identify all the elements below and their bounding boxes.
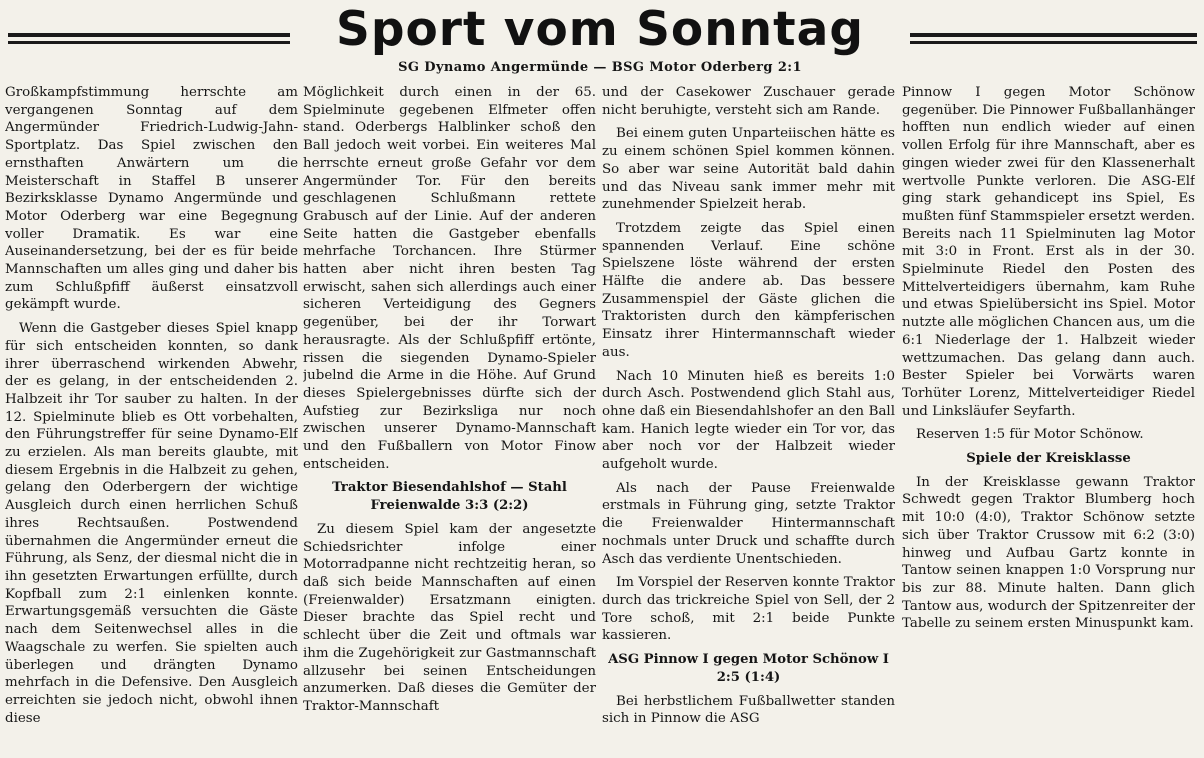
paragraph: Großkampfstimmung herrschte am vergangenen Sonntag auf dem Angermünder Friedrich-Ludwig-Jahn-Sportplatz. Das Spiel zwischen den ernsthaften Anwärtern um die Meisterschaft in Staffel B unserer Bezirksklasse Dynamo Angermünde und Motor Oderberg war eine Begegnung voller Dramatik. Es war eine Auseinandersetzung, bei der es für beide Mannschaften um alles ging und daher bis zum Schlußpfiff äußerst einsatzvoll gekämpft wurde. <box>5 85 298 313</box>
header-rule-right <box>910 33 1197 47</box>
paragraph: Bei herbstlichem Fußballwetter standen sich in Pinnow die ASG <box>602 693 895 727</box>
paragraph: Trotzdem zeigte das Spiel einen spannenden Verlauf. Eine schöne Spielszene löste während der ersten Hälfte die andere ab. Das bessere Zusammenspiel der Gäste glichen die Traktoristen durch den kämpferischen Einsatz ihrer Hintermannschaft wieder aus. <box>602 220 895 360</box>
paragraph: Bei einem guten Unparteiischen hätte es zu einem schönen Spiel kommen können. So aber war seine Autorität bald dahin und das Niveau sank immer mehr mit zunehmender Spielzeit herab. <box>602 126 895 213</box>
section-heading: Spiele der Kreisklasse <box>966 451 1131 467</box>
paragraph: Zu diesem Spiel kam der angesetzte Schiedsrichter infolge einer Motorradpanne nicht rechtzeitig heran, so daß sich beide Mannschaften auf einen (Freienwalder) Ersatzmann einigten. Dieser brachte das Spiel recht und schlecht über die Zeit und oftmals war ihm die Zugehörigkeit zur Gastmannschaft allzusehr bei seinen Entscheidungen anzumerken. Daß dieses die Gemüter der Traktor-Mannschaft <box>303 521 596 714</box>
section-heading: ASG Pinnow I gegen Motor Schönow I 2:5 (1:4) <box>608 652 889 685</box>
paragraph: Pinnow I gegen Motor Schönow gegenüber. Die Pinnower Fußballanhänger hofften nun endlich wieder auf einen vollen Erfolg für ihre Mannschaft, aber es gingen wieder zwei für den Klassenerhalt wertvolle Punkte verloren. Die ASG-Elf ging stark gehandicept ins Spiel, Es mußten fünf Stammspieler ersetzt werden. Bereits nach 11 Spielminuten lag Motor mit 3:0 in Front. Erst als in der 30. Spielminute Riedel den Posten des Mittelverteidigers übernahm, kam Ruhe und etwas Spielübersicht ins Spiel. Motor nutzte alle möglichen Chancen aus, um die 6:1 Niederlage der 1. Halbzeit wieder wettzumachen. Das gelang dann auch. Bester Spieler bei Vorwärts waren Torhüter Lorenz, Mittelverteidiger Riedel und Linksläufer Seyfarth. <box>902 85 1195 419</box>
paragraph: Im Vorspiel der Reserven konnte Traktor durch das trickreiche Spiel von Sell, der 2 Tore schoß, mit 2:1 beide Punkte kassieren. <box>602 575 895 644</box>
paragraph: und der Casekower Zuschauer gerade nicht beruhigte, versteht sich am Rande. <box>602 85 895 118</box>
paragraph: Wenn die Gastgeber dieses Spiel knapp für sich entscheiden konnten, so dank ihrer überraschend wirkenden Abwehr, der es gelang, in der entscheidenden 2. Halbzeit ihr Tor sauber zu halten. In der 12. Spielminute blieb es Ott vorbehalten, den Führungstreffer für seine Dynamo-Elf zu erzielen. Als man bereits glaubte, mit diesem Ergebnis in die Halbzeit zu gehen, gelang den Oderbergern der wichtige Ausgleich durch einen herrlichen Schuß ihres Rechtsaußen. Postwendend übernahmen die Angermünder erneut die Führung, als Senz, der diesmal nicht die in ihn gesetzten Erwartungen erfüllte, durch Kopfball zum 2:1 einlenken konnte. Erwartungsgemäß versuchten die Gäste nach dem Seitenwechsel alles in die Waagschale zu werfen. Sie spielten auch überlegen und drängten Dynamo mehrfach in die Defensive. Den Ausgleich erreichten sie jedoch nicht, obwohl ihnen diese <box>5 321 298 726</box>
column-4 <box>902 84 1195 756</box>
paragraph: In der Kreisklasse gewann Traktor Schwedt gegen Traktor Blumberg hoch mit 10:0 (4:0), Traktor Schönow setzte sich über Traktor Crussow mit 6:2 (3:0) hinweg und Aufbau Gartz konnte in Tantow seinen knappen 1:0 Vorsprung nur bis zur 88. Minute halten. Dann glich Tantow aus, wodurch der Spitzenreiter der Tabelle zu seinem ersten Minuspunkt kam. <box>902 474 1195 632</box>
paragraph: Reserven 1:5 für Motor Schönow. <box>916 427 1144 443</box>
column-3 <box>602 84 895 756</box>
paragraph: Möglichkeit durch einen in der 65. Spielminute gegebenen Elfmeter offen stand. Oderbergs Halblinker schoß den Ball jedoch weit vorbei. Ein weiteres Mal herrschte erneut große Gefahr vor dem Angermünder Tor. Für den bereits geschlagenen Schlußmann rettete Grabusch auf der Linie. Auf der anderen Seite hatten die Gastgeber ebenfalls mehrfache Torchancen. Ihre Stürmer hatten aber nicht ihren besten Tag erwischt, sahen sich allerdings auch einer sicheren Verteidigung des Gegners gegenüber, bei der ihr Torwart herausragte. Als der Schlußpfiff ertönte, rissen die siegenden Dynamo-Spieler jubelnd die Arme in die Höhe. Auf Grund dieses Spielergebnisses dürfte sich der Aufstieg zur Bezirksliga nur noch zwischen unserer Dynamo-Mannschaft und den Fußballern von Motor Finow entscheiden. <box>303 85 596 472</box>
column-2 <box>303 84 596 756</box>
column-1 <box>5 84 298 756</box>
section-heading: Traktor Biesendahlshof — Stahl Freienwalde 3:3 (2:2) <box>332 480 567 514</box>
paragraph: Als nach der Pause Freienwalde erstmals in Führung ging, setzte Traktor die Freienwalder Hintermannschaft nochmals unter Druck und schaffte durch Asch das verdiente Unentschieden. <box>602 480 895 567</box>
header-rule-left <box>8 33 290 47</box>
page-title: Sport vom Sonntag <box>336 2 864 57</box>
paragraph: Nach 10 Minuten hieß es bereits 1:0 durch Asch. Postwendend glich Stahl aus, ohne daß ein Biesendahlshofer an den Ball kam. Hanich legte wieder ein Tor vor, das aber noch vor der Halbzeit wieder aufgeholt wurde. <box>602 368 895 473</box>
article-headline: SG Dynamo Angermünde — BSG Motor Oderberg 2:1 <box>398 60 802 75</box>
